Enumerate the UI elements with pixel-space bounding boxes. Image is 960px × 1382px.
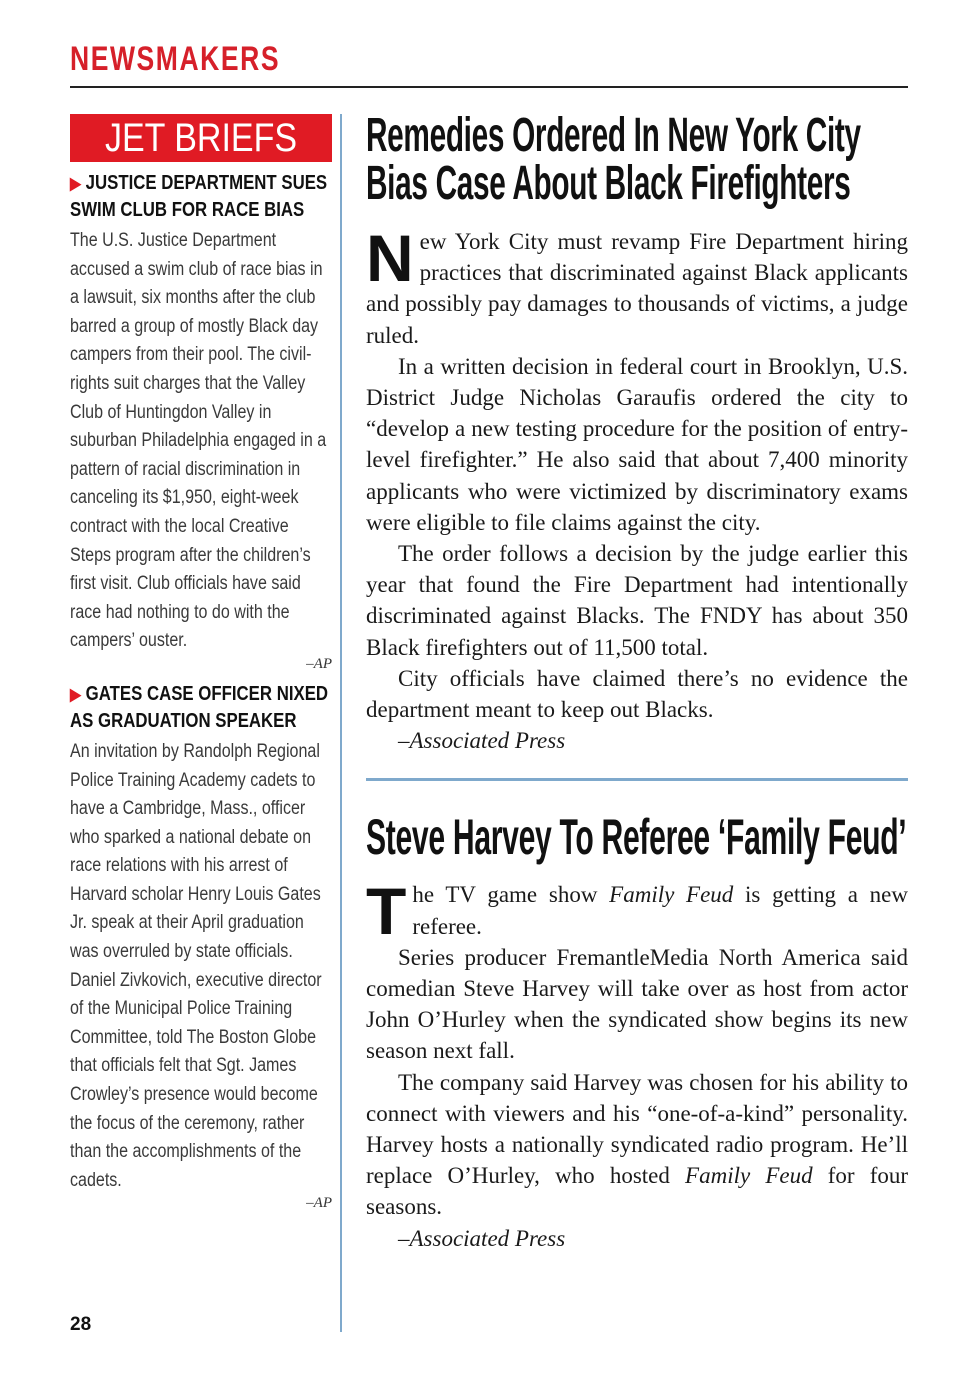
column-divider [340,114,342,1332]
article-paragraph: City officials have claimed there’s no evidence the department meant to keep out Blacks. [366,665,908,723]
show-title: Family Feud [685,1163,813,1189]
brief-credit: –AP [306,1195,332,1212]
article-headline [366,109,861,210]
article-credit: –Associated Press [398,728,566,754]
main-column [366,109,909,1254]
paragraph-text: The company said Harvey was chosen for his ability to connect with viewers and his “one-of-a-kind” personality. Harvey hosts a nationally syndicated radio program. He’ll replace O’Hurley, who hosted [366,1069,908,1189]
show-title: Family Feud [609,882,734,908]
brief-item [70,170,332,673]
triangle-bullet-icon: ▶ [70,684,81,704]
lead-text: is getting a new referee. [412,882,908,939]
brief-headline [70,170,330,223]
lead-text: he TV game show [412,882,610,908]
brief-headline-line2: AS GRADUATION SPEAKER [70,709,297,732]
article-firefighters [366,109,908,756]
article-divider [366,778,908,781]
brief-headline-line1: GATES CASE OFFICER NIXED [85,682,329,705]
jet-briefs-sidebar [70,114,332,1212]
brief-body: The U.S. Justice Department accused a swim club of race bias in a lawsuit, six months after the club barred a group of mostly Black day campers from their pool. The civil-rights suit charges that the Valley Club of Huntingdon Valley in suburban Philadelphia engaged in a pattern of racial discrimination in canceling its $1,950, eight-week contract with the local Creative Steps program after the children’s first visit. Club officials have said race had nothing to do with the campers’ ouster. [70,230,327,652]
article-paragraph [366,1067,908,1223]
brief-headline-line2: SWIM CLUB FOR RACE BIAS [70,199,305,221]
brief-item [70,681,332,1213]
header-divider [70,86,908,88]
article-lead-paragraph [366,874,908,949]
article-headline: Steve Harvey To Referee ‘Family Feud’ [366,809,907,866]
drop-cap: N [366,221,414,295]
paragraph-text: for four seasons. [366,1163,909,1220]
article-paragraph: The order follows a decision by the judge earlier this year that found the Fire Department had intentionally discriminated against Blacks. The FNDY has about 350 Black firefighters out of 11,500 total. [366,541,908,660]
jet-briefs-title: JET BRIEFS [104,116,298,160]
brief-credit: –AP [306,655,332,672]
brief-headline [70,681,330,734]
article-paragraph: In a written decision in federal court in Brooklyn, U.S. District Judge Nicholas Garaufis ordered the city to “develop a new testing procedure for the position of entry-level firefighter.” He also said that about 7,400 minority applicants who were victimized by discriminatory exams were eligible to file claims against the city. [366,353,908,535]
article-headline-line2: Bias Case About Black Firefighters [366,157,851,210]
section-title: NEWSMAKERS [70,40,281,78]
lead-text: ew York City must revamp Fire Department hiring practices that discriminated against Black applicants and possibly pay damages to thousands of victims, a judge ruled. [366,229,908,348]
brief-body: An invitation by Randolph Regional Police Training Academy cadets to have a Cambridge, Mass., officer who sparked a national debate on race relations with his arrest of Harvard scholar Henry Louis Gates Jr. speak at their April graduation was overruled by state officials. Daniel Zivkovich, executive director of the Municipal Police Training Committee, told The Boston Globe that officials felt that Sgt. James Crowley’s presence would become the focus of the ceremony, rather than the accomplishments of the cadets. [70,740,322,1191]
triangle-bullet-icon: ▶ [70,174,81,193]
brief-headline-line1: JUSTICE DEPARTMENT SUES [85,172,328,194]
jet-briefs-banner [70,114,332,162]
drop-cap: T [366,874,407,949]
article-steve-harvey [366,811,908,1253]
article-lead-paragraph [366,221,908,351]
article-paragraph: Series producer FremantleMedia North America said comedian Steve Harvey will take over as host from actor John O’Hurley when the syndicated show begins its new season next fall. [366,944,908,1064]
article-headline-line1: Remedies Ordered In New York City [366,109,861,162]
article-credit: –Associated Press [398,1225,566,1251]
page-number: 28 [70,1314,92,1335]
